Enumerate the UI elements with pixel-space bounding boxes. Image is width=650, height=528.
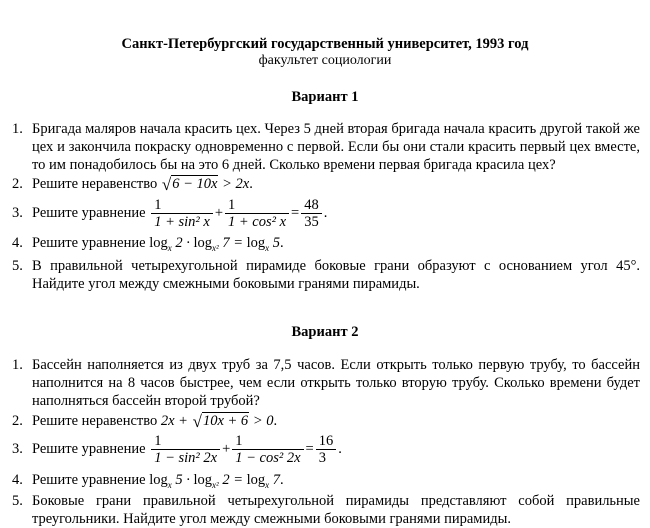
document-title: Санкт-Петербургский государственный университет, 1993 год <box>121 36 529 52</box>
problem-text: Бригада маляров начала красить цех. Через 5 дней вторая бригада начала красить другой такой же цех и закончила покраску одновременно с первой. Если бы они стали красить первый цех вместе, то им понадобилось бы на это 6 дней. Сколько времени первая бригада красила цех? <box>32 121 640 173</box>
square-root: √6 − 10x <box>161 175 218 194</box>
problem-number: 5. <box>12 493 23 509</box>
problem-text: В правильной четырехугольной пирамиде боковые грани образуют с основанием угол 45°. Найдите угол между смежными боковыми гранями пирамиды. <box>32 258 640 292</box>
log-equation: $\log_x 5 \cdot \log_{x^2} 2 = \log_x 7$ <box>149 472 281 490</box>
problem-number: 3. <box>12 441 23 457</box>
problem-text: Решите уравнение <box>32 235 146 251</box>
fraction: $\frac{48}{35}$ <box>301 197 322 231</box>
problem-text: Решите уравнение <box>32 205 146 221</box>
problem-text: Боковые грани правильной четырехугольной пирамиды представляют собой правильные треугольники. Найдите угол между смежными боковыми гранями пирамиды. <box>32 493 640 527</box>
problem-number: 2. <box>12 413 23 429</box>
fraction: $\frac{16}{3}$ <box>316 433 337 467</box>
variant-2-title: Вариант 2 <box>291 324 359 340</box>
fraction: $\frac{1}{\text{1 − sin² 2x}}$ <box>151 433 220 467</box>
fraction: $\frac{1}{\text{1 − cos² 2x}}$ <box>232 433 303 467</box>
problem-text: Решите уравнение <box>32 472 146 488</box>
problem-number: 2. <box>12 176 23 192</box>
problem-number: 5. <box>12 258 23 274</box>
problem-text: Решите неравенство <box>32 176 158 192</box>
problem-number: 3. <box>12 205 23 221</box>
square-root: √10x + 6 <box>192 412 249 431</box>
variant-1-title: Вариант 1 <box>291 89 359 105</box>
problem-text: Решите уравнение <box>32 441 146 457</box>
problem-text: Решите неравенство <box>32 413 158 429</box>
fraction: $\frac{1}{\text{1 + sin² x}}$ <box>151 197 213 231</box>
fraction: $\frac{1}{\text{1 + cos² x}}$ <box>225 197 289 231</box>
problem-number: 1. <box>12 357 23 373</box>
equation-expression: $\frac{1}{\text{1 − sin² 2x}}$ + $\frac{1}{\text{1 − cos² 2x}}$ = $\frac{16}{3}$ <box>149 441 338 457</box>
problem-number: 4. <box>12 235 23 251</box>
document-subtitle: факультет социологии <box>258 53 392 68</box>
problem-number: 1. <box>12 121 23 137</box>
problem-text: Бассейн наполняется из двух труб за 7,5 часов. Если открыть только первую трубу, то бассейн наполнится на 8 часов быстрее, чем если открыть только вторую трубу. Сколько времени будет наполняться бассейн второй трубой? <box>32 357 640 409</box>
problem-number: 4. <box>12 472 23 488</box>
inequality-expression: √6 − 10x > 2x <box>161 175 250 194</box>
inequality-expression: 2x + √10x + 6 > 0 <box>160 412 274 431</box>
log-equation: $\log_x 2 \cdot \log_{x^2} 7 = \log_x 5$ <box>149 235 281 253</box>
equation-expression: $\frac{1}{\text{1 + sin² x}}$ + $\frac{1}{\text{1 + cos² x}}$ = $\frac{48}{35}$ <box>149 205 324 221</box>
